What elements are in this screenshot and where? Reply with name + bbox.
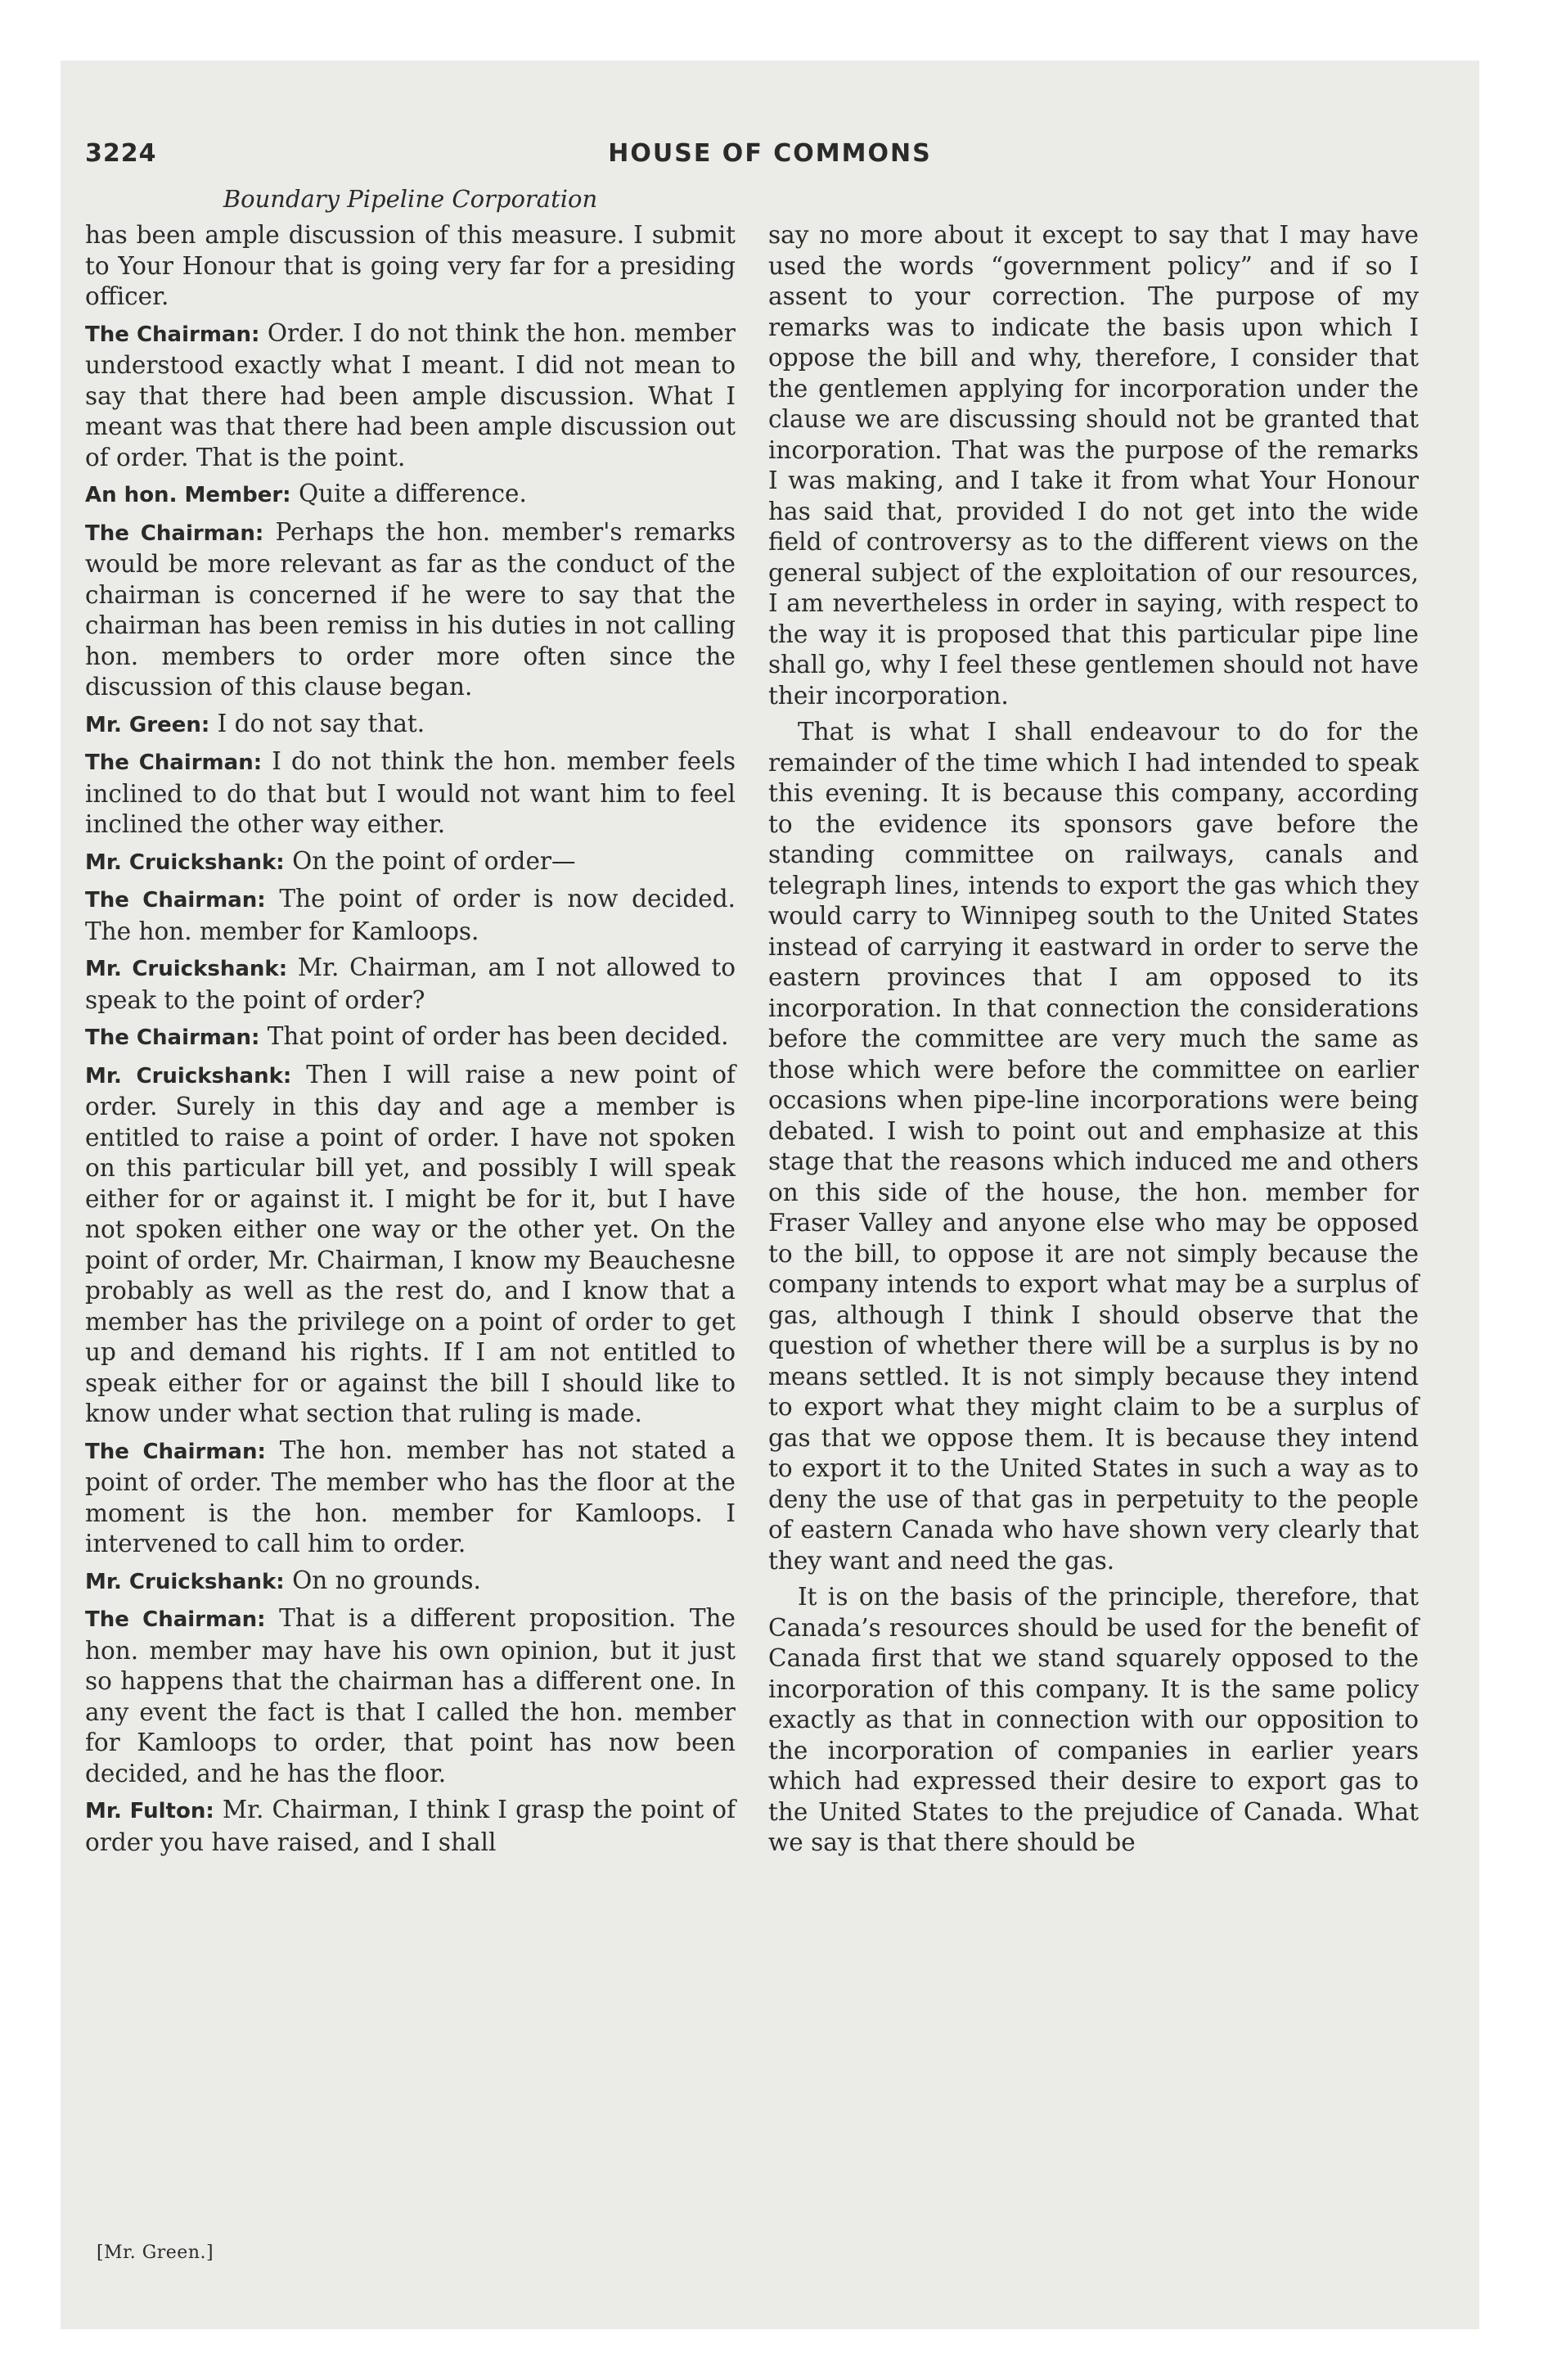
right-paragraph: It is on the basis of the principle, therefore, that Canada’s resources should be used for the benefit of Canada first that we stand squarely opposed to the incorporation of this company. It is the same policy exactly as that in connection with our opposition to the incorporation of companies in earlier years which had expressed their desire to export gas to the United States to the prejudice of Canada. What we say is that there should be: [768, 1583, 1419, 1856]
speaker-name: The Chairman:: [85, 751, 263, 775]
speech-text: The hon. member has not stated a point of order. The member who has the floor at the moment is the hon. member for Kamloops. I intervened to call him to order.: [85, 1436, 736, 1557]
left-paragraph: [85, 746, 736, 841]
left-paragraph: [85, 1436, 736, 1560]
speech-text: Order. I do not think the hon. member understood exactly what I meant. I did not mean to say that there had been ample discussion. What I meant was that there had been ample discussion out of order. That is the point.: [85, 318, 736, 471]
speaker-name: Mr. Cruickshank:: [85, 957, 288, 981]
speech-text: Perhaps the hon. member's remarks would be more relevant as far as the conduct of the chairman is concerned if he were to say that the chairman has been remiss in his duties in not calling hon. members to order more often since the discussion of this clause began.: [85, 517, 736, 701]
speech-text: The point of order is now decided. The hon. member for Kamloops.: [85, 885, 736, 945]
speaker-name: Mr. Green:: [85, 712, 210, 737]
page-number: 3224: [85, 139, 157, 168]
right-column: [768, 220, 1419, 1864]
right-paragraph: say no more about it except to say that I may have used the words “government policy” and if so I assent to your correction. The purpose of my remarks was to indicate the basis upon which I oppose the bill and why, therefore, I consider that the gentlemen applying for incorporation under the clause we are discussing should not be granted that incorporation. That was the purpose of the remarks I was making, and I take it from what Your Honour has said that, provided I do not get into the wide field of controversy as to the different views on the general subject of the exploitation of our resources, I am nevertheless in order in saying, with respect to the way it is proposed that this particular pipe line shall go, why I feel these gentlemen should not have their incorporation.: [768, 221, 1419, 710]
speaker-name: An hon. Member:: [85, 483, 291, 507]
speech-text: has been ample discussion of this measure. I submit to Your Honour that is going very far for a presiding officer.: [85, 221, 736, 310]
left-paragraph: [85, 1795, 736, 1858]
speech-text: Quite a difference.: [298, 480, 527, 507]
left-paragraph: [85, 709, 736, 741]
speech-text: That is a different proposition. The hon. member may have his own opinion, but it just so happens that the chairman has a different one. In any event the fact is that I called the hon. member for Kamloops to order, that point has now been decided, and he has the floor.: [85, 1604, 736, 1787]
page-sheet: [61, 61, 1479, 2329]
left-paragraph: [85, 517, 736, 703]
left-paragraph: [85, 1060, 736, 1430]
speaker-name: The Chairman:: [85, 888, 266, 913]
speech-text: I do not say that.: [217, 709, 425, 737]
running-head: HOUSE OF COMMONS: [608, 139, 932, 168]
speaker-name: The Chairman:: [85, 521, 264, 546]
speaker-name: The Chairman:: [85, 1439, 266, 1464]
speaker-name: The Chairman:: [85, 1025, 260, 1050]
left-paragraph: [85, 953, 736, 1016]
speech-text: On the point of order—: [292, 846, 576, 875]
right-paragraph: That is what I shall endeavour to do for the remainder of the time which I had intended to speak this evening. It is because this company, according to the evidence its sponsors gave before the standing committee on railways, canals and telegraph lines, intends to export the gas which they would carry to Winnipeg south to the United States instead of carrying it eastward in order to serve the eastern provinces that I am opposed to its incorporation. In that connection the considerations before the committee are very much the same as those which were before the committee on earlier occasions when pipe-line incorporations were being debated. I wish to point out and emphasize at this stage that the reasons which induced me and others on this side of the house, the hon. member for Fraser Valley and anyone else who may be opposed to the bill, to oppose it are not simply because the company intends to export what may be a surplus of gas, although I think I should observe that the question of whether there will be a surplus is by no means settled. It is not simply because they intend to export what they might claim to be a surplus of gas that we oppose them. It is because they intend to export it to the United States in such a way as to deny the use of that gas in perpetuity to the people of eastern Canada who have shown very clearly that they want and need the gas.: [768, 718, 1419, 1575]
speaker-name: Mr. Cruickshank:: [85, 850, 285, 875]
speech-text: On no grounds.: [292, 1566, 481, 1594]
subject-heading: Boundary Pipeline Corporation: [223, 185, 598, 213]
speech-text: Mr. Chairman, am I not allowed to speak to the point of order?: [85, 953, 736, 1014]
left-paragraph: [85, 220, 736, 313]
speech-text: That point of order has been decided.: [267, 1022, 729, 1050]
speaker-name: The Chairman:: [85, 322, 260, 347]
left-paragraph: [85, 479, 736, 512]
footer-attribution: [Mr. Green.]: [97, 2243, 214, 2263]
speaker-name: Mr. Fulton:: [85, 1799, 214, 1823]
left-column: [85, 220, 736, 1864]
page-header: [61, 139, 1479, 180]
left-paragraph: [85, 1566, 736, 1598]
left-paragraph: [85, 1603, 736, 1789]
speech-text: I do not think the hon. member feels inclined to do that but I would not want him to feel inclined the other way either.: [85, 747, 736, 838]
left-paragraph: [85, 846, 736, 879]
speaker-name: Mr. Cruickshank:: [85, 1063, 292, 1089]
speaker-name: Mr. Cruickshank:: [85, 1569, 285, 1594]
speech-text: Then I will raise a new point of order. Surely in this day and age a member is entitled to raise a point of order. I have not spoken on this particular bill yet, and possibly I will speak either for or against it. I might be for it, but I have not spoken either one way or the other yet. On the point of order, Mr. Chairman, I know my Beauchesne probably as well as the rest do, and I know that a member has the privilege on a point of order to get up and demand his rights. If I am not entitled to speak either for or against the bill I should like to know under what section that ruling is made.: [85, 1060, 736, 1427]
left-paragraph: [85, 1021, 736, 1054]
speaker-name: The Chairman:: [85, 1607, 266, 1632]
left-paragraph: [85, 318, 736, 474]
left-paragraph: [85, 884, 736, 947]
speech-text: Mr. Chairman, I think I grasp the point of order you have raised, and I shall: [85, 1796, 736, 1856]
